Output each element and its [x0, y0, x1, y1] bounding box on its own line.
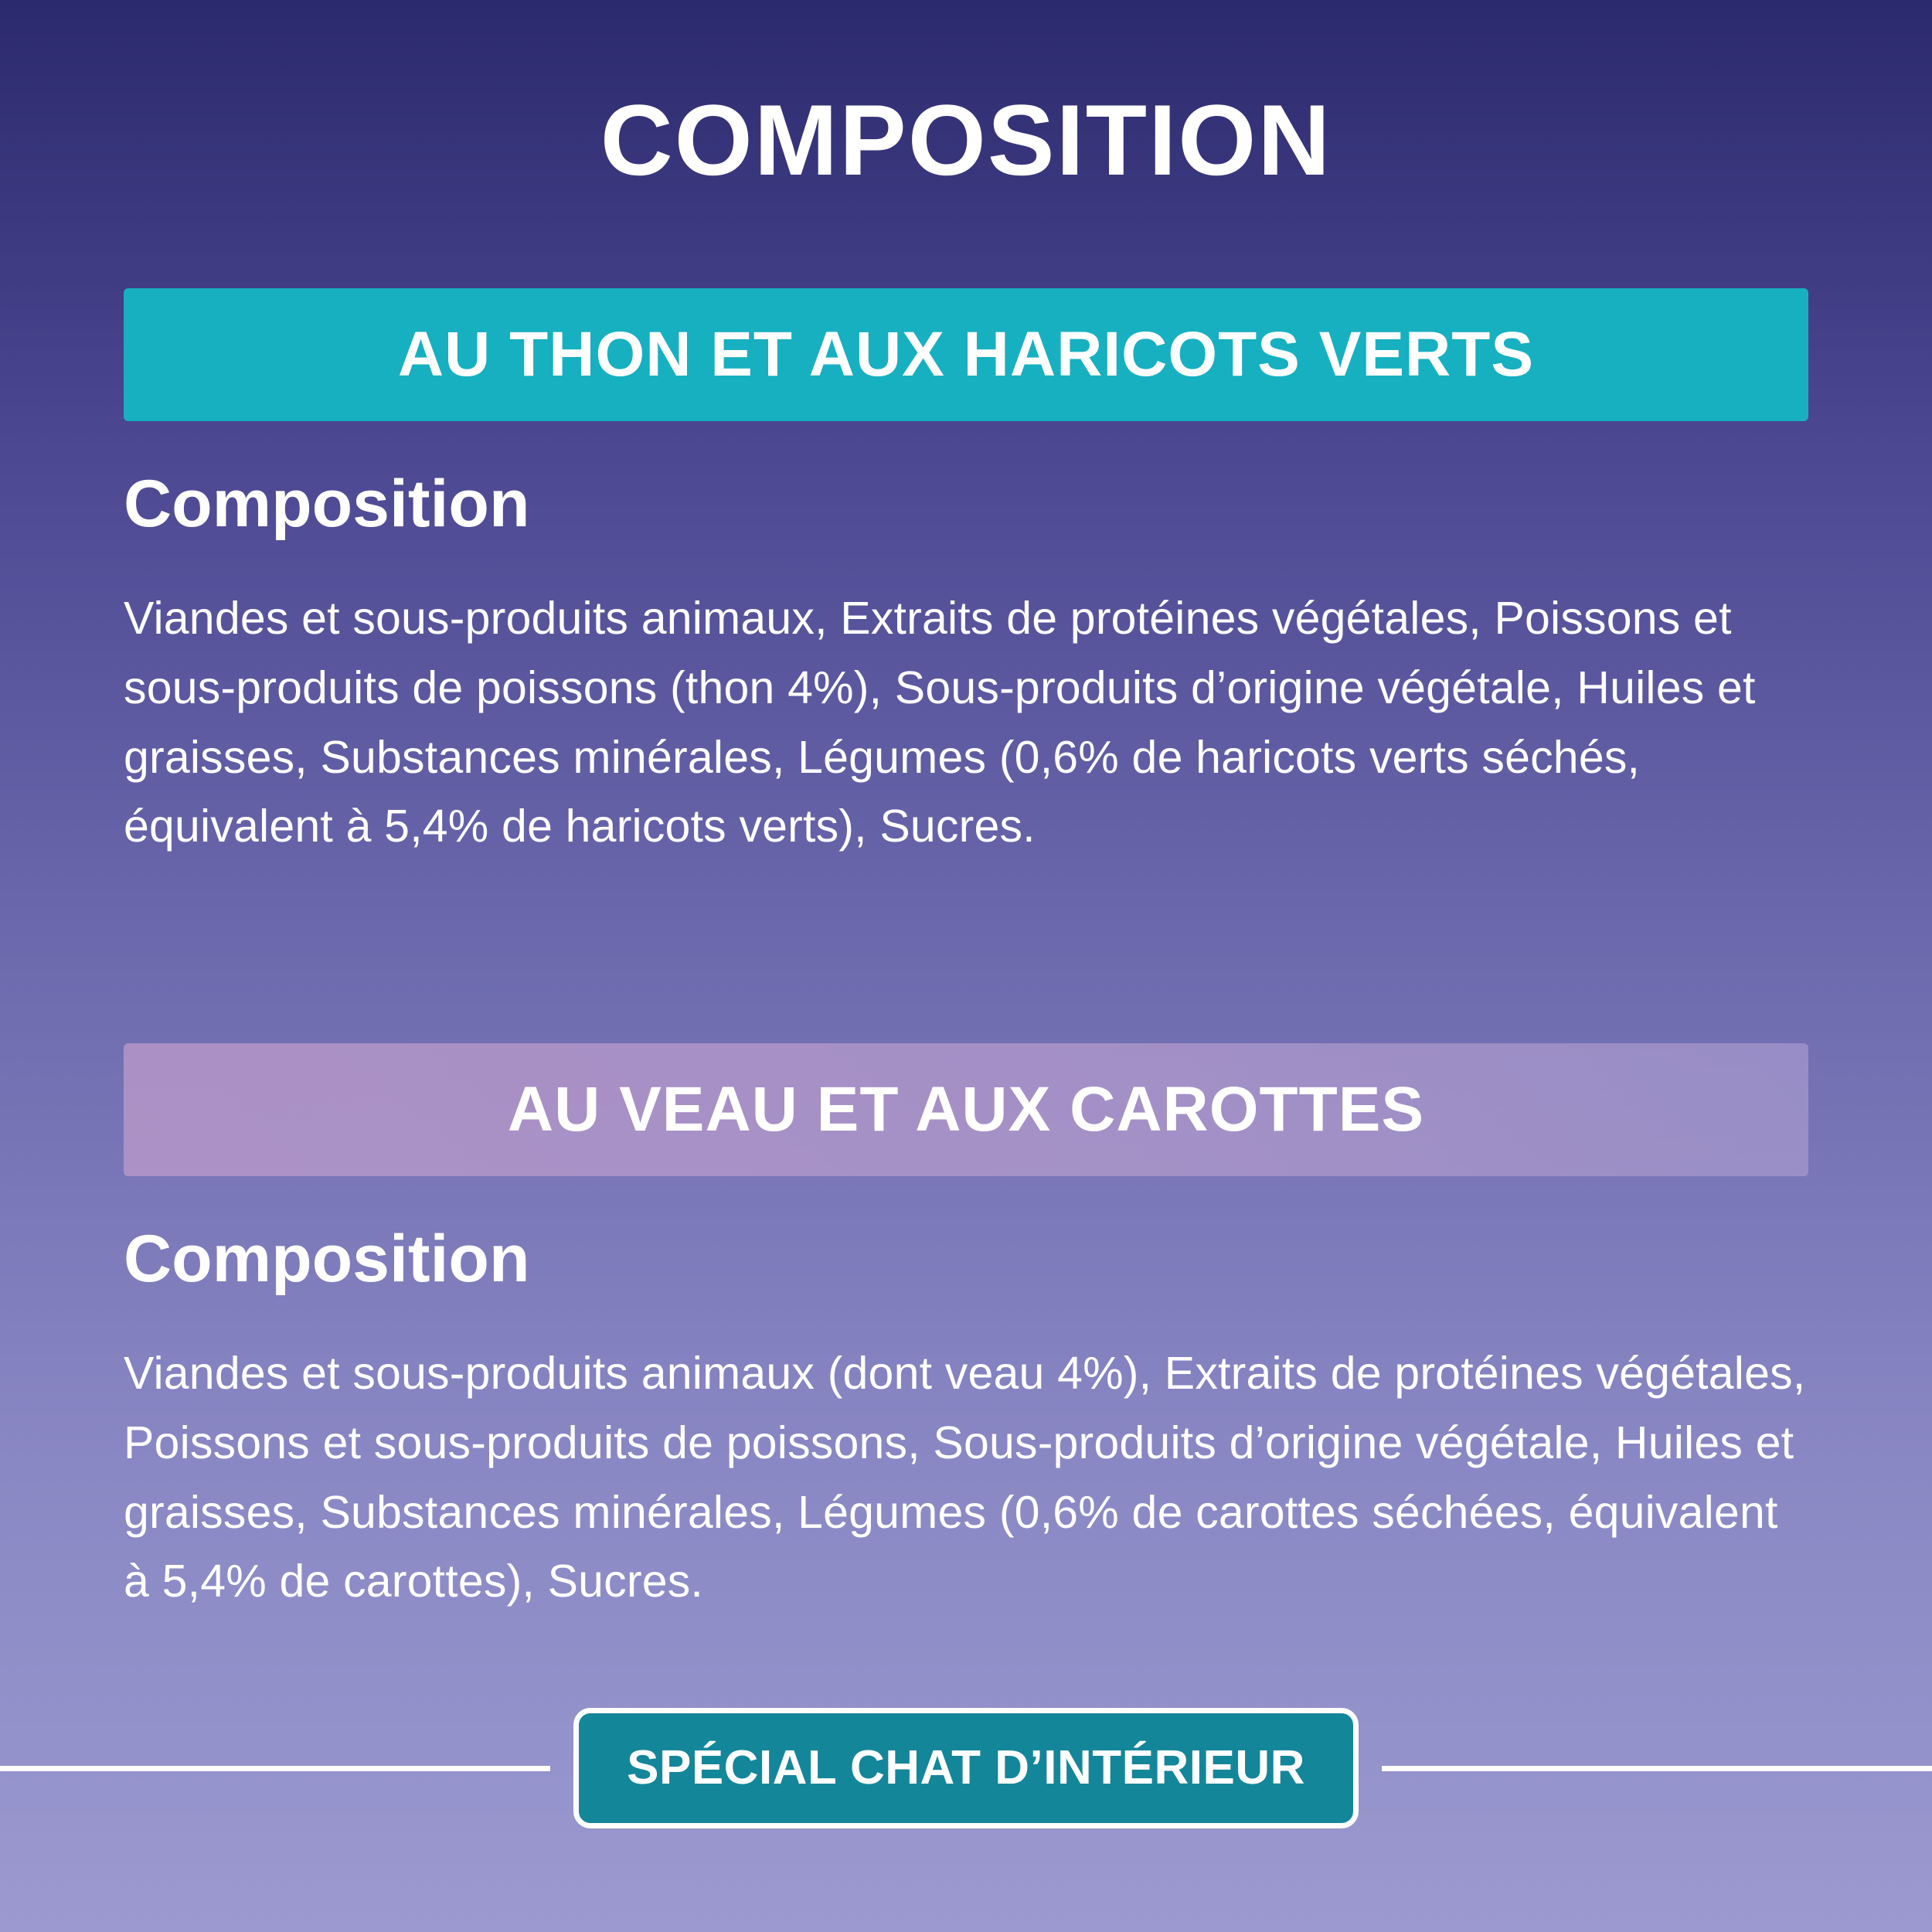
page-title: COMPOSITION — [600, 83, 1332, 196]
variant-banner-tuna-green-beans: AU THON ET AUX HARICOTS VERTS — [124, 288, 1808, 421]
content-area — [0, 196, 1932, 1662]
section-spacer — [124, 907, 1808, 951]
composition-text-tuna: Viandes et sous-produits animaux, Extraits de protéines végétales, Poissons et sous-produits de poissons (thon 4%), Sous-produits d’origine végétale, Huiles et graisses, Substances minérales, Légumes (0,6% de haricots verts séchés, équivalent à 5,4% de haricots verts), Sucres. — [124, 593, 1756, 852]
variant-banner-veal-carrots: AU VEAU ET AUX CAROTTES — [124, 1043, 1808, 1176]
composition-heading-tuna: Composition — [124, 467, 530, 541]
footer-rule-left — [0, 1766, 550, 1771]
footer — [0, 1691, 1932, 1845]
status-badge-indoor-cat: SPÉCIAL CHAT D’INTÉRIEUR — [573, 1708, 1359, 1828]
composition-heading-veal: Composition — [124, 1221, 530, 1296]
composition-text-veal: Viandes et sous-produits animaux (dont veau 4%), Extraits de protéines végétales, Poissons et sous-produits de poissons, Sous-produits d’origine végétale, Huiles et graisses, Substances minérales, Légumes (0,6% de carottes séchées, équivalent à 5,4% de carottes), Sucres. — [124, 1348, 1806, 1607]
footer-rule-right — [1382, 1766, 1932, 1771]
